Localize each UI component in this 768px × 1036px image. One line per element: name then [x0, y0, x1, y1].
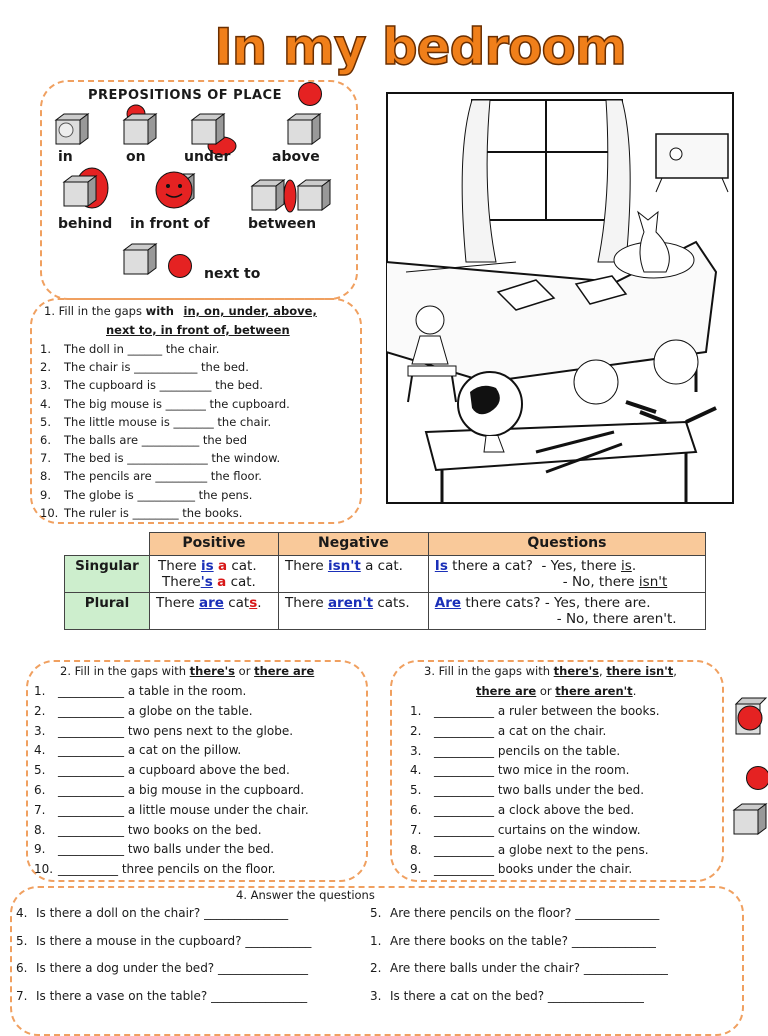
- answer-blank[interactable]: __________: [434, 822, 494, 837]
- question-number: 5.: [370, 906, 382, 920]
- grammar-table: [64, 532, 706, 630]
- question-number: 2.: [370, 961, 382, 975]
- item-number: 6.: [40, 433, 51, 447]
- answer-blank[interactable]: __________: [434, 783, 494, 798]
- answer-blank[interactable]: ______________: [571, 933, 656, 948]
- exercise2-item: [34, 704, 253, 718]
- item-text: the floor.: [210, 469, 262, 484]
- item-text: pencils on the table.: [497, 743, 621, 758]
- plural-questions: Are there cats? - Yes, there are. - No, there aren't.: [428, 593, 705, 630]
- item-text: a cat on the pillow.: [127, 743, 242, 758]
- exercise1-item: [40, 469, 262, 483]
- prep-label-above: above: [272, 149, 320, 165]
- item-number: 6.: [34, 783, 46, 797]
- item-text: the pens.: [198, 487, 253, 502]
- exercise1-instruction-line2: next to, in front of, between: [106, 323, 290, 337]
- answer-blank[interactable]: _________: [155, 469, 208, 484]
- exercise3-item: [410, 783, 644, 797]
- item-number: 2.: [40, 360, 51, 375]
- grammar-corner: [65, 533, 150, 556]
- item-text: books under the chair.: [497, 862, 633, 877]
- answer-blank[interactable]: __________: [434, 763, 494, 778]
- exercise2-item: [34, 862, 275, 876]
- cube-on-icon: [120, 104, 160, 148]
- answer-blank[interactable]: _________: [159, 378, 212, 393]
- prepositions-heading: PREPOSITIONS OF PLACE: [88, 88, 282, 103]
- bedroom-illustration: [386, 92, 734, 504]
- question-text: Are there balls under the chair?: [390, 961, 581, 975]
- item-number: 1.: [40, 342, 51, 356]
- question-number: 7.: [16, 988, 28, 1003]
- answer-blank[interactable]: __________: [141, 433, 200, 447]
- exercise2-item: [34, 823, 262, 837]
- item-number: 3.: [34, 723, 46, 738]
- next-to-face-icon: [168, 254, 192, 278]
- exercise4-question: [370, 906, 659, 920]
- cube-above-icon: [284, 112, 324, 148]
- item-text: The little mouse is: [64, 414, 170, 429]
- prep-label-between: between: [248, 216, 317, 232]
- item-text: the cupboard.: [209, 396, 290, 411]
- question-number: 6.: [16, 961, 28, 975]
- item-text: two balls under the bed.: [127, 842, 275, 857]
- item-text: a cat on the chair.: [497, 723, 607, 738]
- item-number: 7.: [34, 802, 46, 817]
- item-number: 4.: [34, 743, 46, 758]
- prep-label-next-to: next to: [204, 266, 261, 282]
- item-text: The balls are: [64, 433, 139, 447]
- question-text: Are there books on the table?: [390, 933, 568, 948]
- smiley-face-icon: [298, 82, 322, 106]
- exercise3-item: [410, 862, 632, 876]
- cube-in-icon: [52, 112, 92, 148]
- cube-next-to-icon: [120, 240, 160, 280]
- question-text: Are there pencils on the floor?: [390, 906, 572, 920]
- item-number: 1.: [410, 704, 422, 718]
- item-number: 9.: [34, 842, 46, 857]
- exercise3-instruction: 3. Fill in the gaps with there's, there isn't,: [424, 664, 677, 678]
- exercise1-item: [40, 378, 263, 392]
- item-number: 4.: [40, 396, 51, 411]
- answer-blank[interactable]: ______________: [583, 961, 668, 975]
- singular-questions: Is there a cat? - Yes, there is. - No, there isn't: [428, 556, 705, 593]
- answer-blank[interactable]: __________: [434, 803, 494, 817]
- exercise3-instruction-line2: there are or there aren't.: [476, 684, 637, 698]
- item-text: a ruler between the books.: [497, 704, 660, 718]
- exercise1-item: [40, 488, 252, 502]
- item-text: the bed.: [201, 360, 249, 375]
- answer-blank[interactable]: ______: [127, 342, 163, 356]
- item-text: a little mouse under the chair.: [127, 802, 309, 817]
- exercise3-item: [410, 823, 641, 837]
- answer-blank[interactable]: ___________: [58, 743, 124, 758]
- exercise1-item: [40, 397, 290, 411]
- exercise4-question: [16, 934, 311, 948]
- exercise2-item: [34, 763, 290, 777]
- answer-blank[interactable]: ________: [132, 505, 179, 520]
- exercise4-question: [370, 934, 656, 948]
- item-number: 7.: [40, 451, 51, 466]
- item-text: curtains on the window.: [497, 822, 641, 837]
- item-number: 2.: [410, 723, 422, 738]
- question-text: Is there a mouse in the cupboard?: [36, 933, 242, 948]
- item-text: two balls under the bed.: [497, 783, 645, 798]
- exercise3-item: [410, 744, 620, 758]
- singular-negative: There isn't a cat.: [278, 556, 428, 593]
- exercise4-question: [16, 961, 308, 975]
- item-number: 8.: [410, 842, 422, 857]
- item-number: 6.: [410, 803, 422, 817]
- prep-label-behind: behind: [58, 216, 113, 232]
- exercise2-item: [34, 743, 241, 757]
- exercise4-heading: 4. Answer the questions: [236, 888, 375, 902]
- exercise4-question: [370, 961, 668, 975]
- item-text: a globe next to the pens.: [497, 842, 649, 857]
- answer-blank[interactable]: __________: [137, 487, 195, 502]
- prep-label-on: on: [126, 149, 146, 165]
- item-text: a globe on the table.: [127, 703, 253, 718]
- exercise3-item: [410, 724, 606, 738]
- answer-blank[interactable]: ________________: [211, 988, 308, 1003]
- exercise2-item: [34, 783, 304, 797]
- cube-behind-icon: [60, 166, 114, 214]
- item-text: the chair.: [165, 342, 220, 356]
- item-number: 7.: [410, 822, 422, 837]
- header-positive: Positive: [150, 533, 279, 556]
- question-number: 4.: [16, 906, 28, 920]
- singular-label: Singular: [65, 556, 150, 593]
- item-text: three pencils on the floor.: [121, 862, 276, 877]
- exercise2-item: [34, 842, 274, 856]
- item-text: two pens next to the globe.: [127, 723, 294, 738]
- exercise3-item: [410, 803, 634, 817]
- item-number: 1.: [34, 684, 46, 698]
- exercise4-question: [16, 989, 307, 1003]
- answer-blank[interactable]: __________: [434, 842, 494, 857]
- side-cube-face-icon: [734, 694, 768, 738]
- item-text: The bed is: [64, 451, 124, 466]
- singular-positive: There is a cat. There's a cat.: [150, 556, 279, 593]
- item-number: 3.: [410, 743, 422, 758]
- answer-blank[interactable]: _______________: [218, 961, 309, 975]
- header-negative: Negative: [278, 533, 428, 556]
- item-text: a clock above the bed.: [497, 803, 635, 817]
- answer-blank[interactable]: __________: [434, 704, 494, 718]
- question-text: Is there a dog under the bed?: [36, 961, 215, 975]
- item-text: The doll in: [64, 342, 124, 356]
- item-number: 5.: [34, 763, 46, 778]
- item-number: 4.: [410, 763, 422, 778]
- answer-blank[interactable]: ______________: [575, 906, 660, 920]
- item-text: the chair.: [217, 414, 272, 429]
- item-text: two mice in the room.: [497, 763, 630, 778]
- item-number: 10.: [34, 862, 54, 877]
- answer-blank[interactable]: __________: [434, 743, 494, 758]
- answer-blank[interactable]: ___________: [58, 822, 124, 837]
- answer-blank[interactable]: ___________: [134, 360, 198, 375]
- answer-blank[interactable]: ___________: [58, 842, 124, 857]
- answer-blank[interactable]: _______: [173, 414, 214, 429]
- answer-blank[interactable]: ___________: [58, 783, 124, 797]
- exercise4-question: [370, 989, 644, 1003]
- plural-row: [65, 593, 706, 630]
- question-text: Is there a cat on the bed?: [390, 988, 545, 1003]
- question-text: Is there a doll on the chair?: [36, 906, 201, 920]
- item-number: 10.: [40, 505, 59, 520]
- side-face-icon: [746, 766, 768, 790]
- item-text: The pencils are: [64, 469, 152, 484]
- exercise1-item: [40, 506, 242, 520]
- exercise1-item: [40, 415, 271, 429]
- item-number: 8.: [34, 822, 46, 837]
- item-number: 8.: [40, 469, 51, 484]
- item-text: a table in the room.: [127, 684, 247, 698]
- answer-blank[interactable]: ________________: [547, 988, 644, 1003]
- prep-label-in: in: [58, 149, 73, 165]
- answer-blank[interactable]: ______________: [204, 906, 289, 920]
- grammar-header-row: [65, 533, 706, 556]
- question-number: 1.: [370, 933, 382, 948]
- item-number: 9.: [40, 487, 51, 502]
- exercise3-item: [410, 704, 660, 718]
- plural-positive: There are cats.: [150, 593, 279, 630]
- exercise1-item: [40, 342, 219, 356]
- answer-blank[interactable]: ___________: [58, 684, 124, 698]
- item-number: 3.: [40, 378, 51, 393]
- item-text: The cupboard is: [64, 378, 157, 393]
- exercise3-item: [410, 763, 629, 777]
- item-text: a big mouse in the cupboard.: [127, 783, 305, 797]
- exercise2-item: [34, 724, 293, 738]
- answer-blank[interactable]: ___________: [58, 763, 124, 778]
- item-text: the bed: [202, 433, 248, 447]
- answer-blank[interactable]: ______________: [127, 451, 208, 466]
- cube-between-icon: [248, 176, 334, 216]
- plural-negative: There aren't cats.: [278, 593, 428, 630]
- answer-blank[interactable]: ___________: [58, 723, 124, 738]
- side-cube-icon: [732, 800, 768, 838]
- answer-blank[interactable]: __________: [434, 723, 494, 738]
- item-text: the window.: [211, 451, 281, 466]
- answer-blank[interactable]: ___________: [58, 802, 124, 817]
- item-text: the books.: [182, 505, 243, 520]
- answer-blank[interactable]: ___________: [245, 933, 312, 948]
- page-title: In my bedroom: [214, 18, 626, 76]
- exercise4-question: [16, 906, 288, 920]
- cube-in-front-of-icon: [154, 166, 198, 214]
- question-number: 5.: [16, 933, 28, 948]
- exercise3-item: [410, 843, 649, 857]
- exercise2-item: [34, 684, 246, 698]
- singular-row: [65, 556, 706, 593]
- exercise1-item: [40, 433, 247, 447]
- item-text: two books on the bed.: [127, 822, 262, 837]
- exercise1-instruction: 1. Fill in the gaps with in, on, under, above,: [44, 304, 317, 318]
- question-number: 3.: [370, 988, 382, 1003]
- exercise1-item: [40, 451, 280, 465]
- answer-blank[interactable]: __________: [58, 862, 118, 877]
- plural-label: Plural: [65, 593, 150, 630]
- prep-label-under: under: [184, 149, 231, 165]
- answer-blank[interactable]: _______: [165, 396, 206, 411]
- item-number: 5.: [410, 783, 422, 798]
- item-text: The globe is: [64, 487, 134, 502]
- item-text: The chair is: [64, 360, 131, 375]
- answer-blank[interactable]: ___________: [58, 703, 124, 718]
- header-questions: Questions: [428, 533, 705, 556]
- item-text: The big mouse is: [64, 396, 162, 411]
- item-text: The ruler is: [64, 505, 129, 520]
- item-text: the bed.: [215, 378, 263, 393]
- item-number: 2.: [34, 703, 46, 718]
- item-number: 5.: [40, 414, 51, 429]
- answer-blank[interactable]: __________: [434, 862, 494, 877]
- exercise2-instruction: 2. Fill in the gaps with there's or there are: [60, 664, 315, 678]
- exercise2-item: [34, 803, 309, 817]
- question-text: Is there a vase on the table?: [36, 988, 208, 1003]
- item-text: a cupboard above the bed.: [127, 763, 290, 778]
- prep-label-in-front-of: in front of: [130, 216, 210, 232]
- item-number: 9.: [410, 862, 422, 877]
- exercise1-item: [40, 360, 249, 374]
